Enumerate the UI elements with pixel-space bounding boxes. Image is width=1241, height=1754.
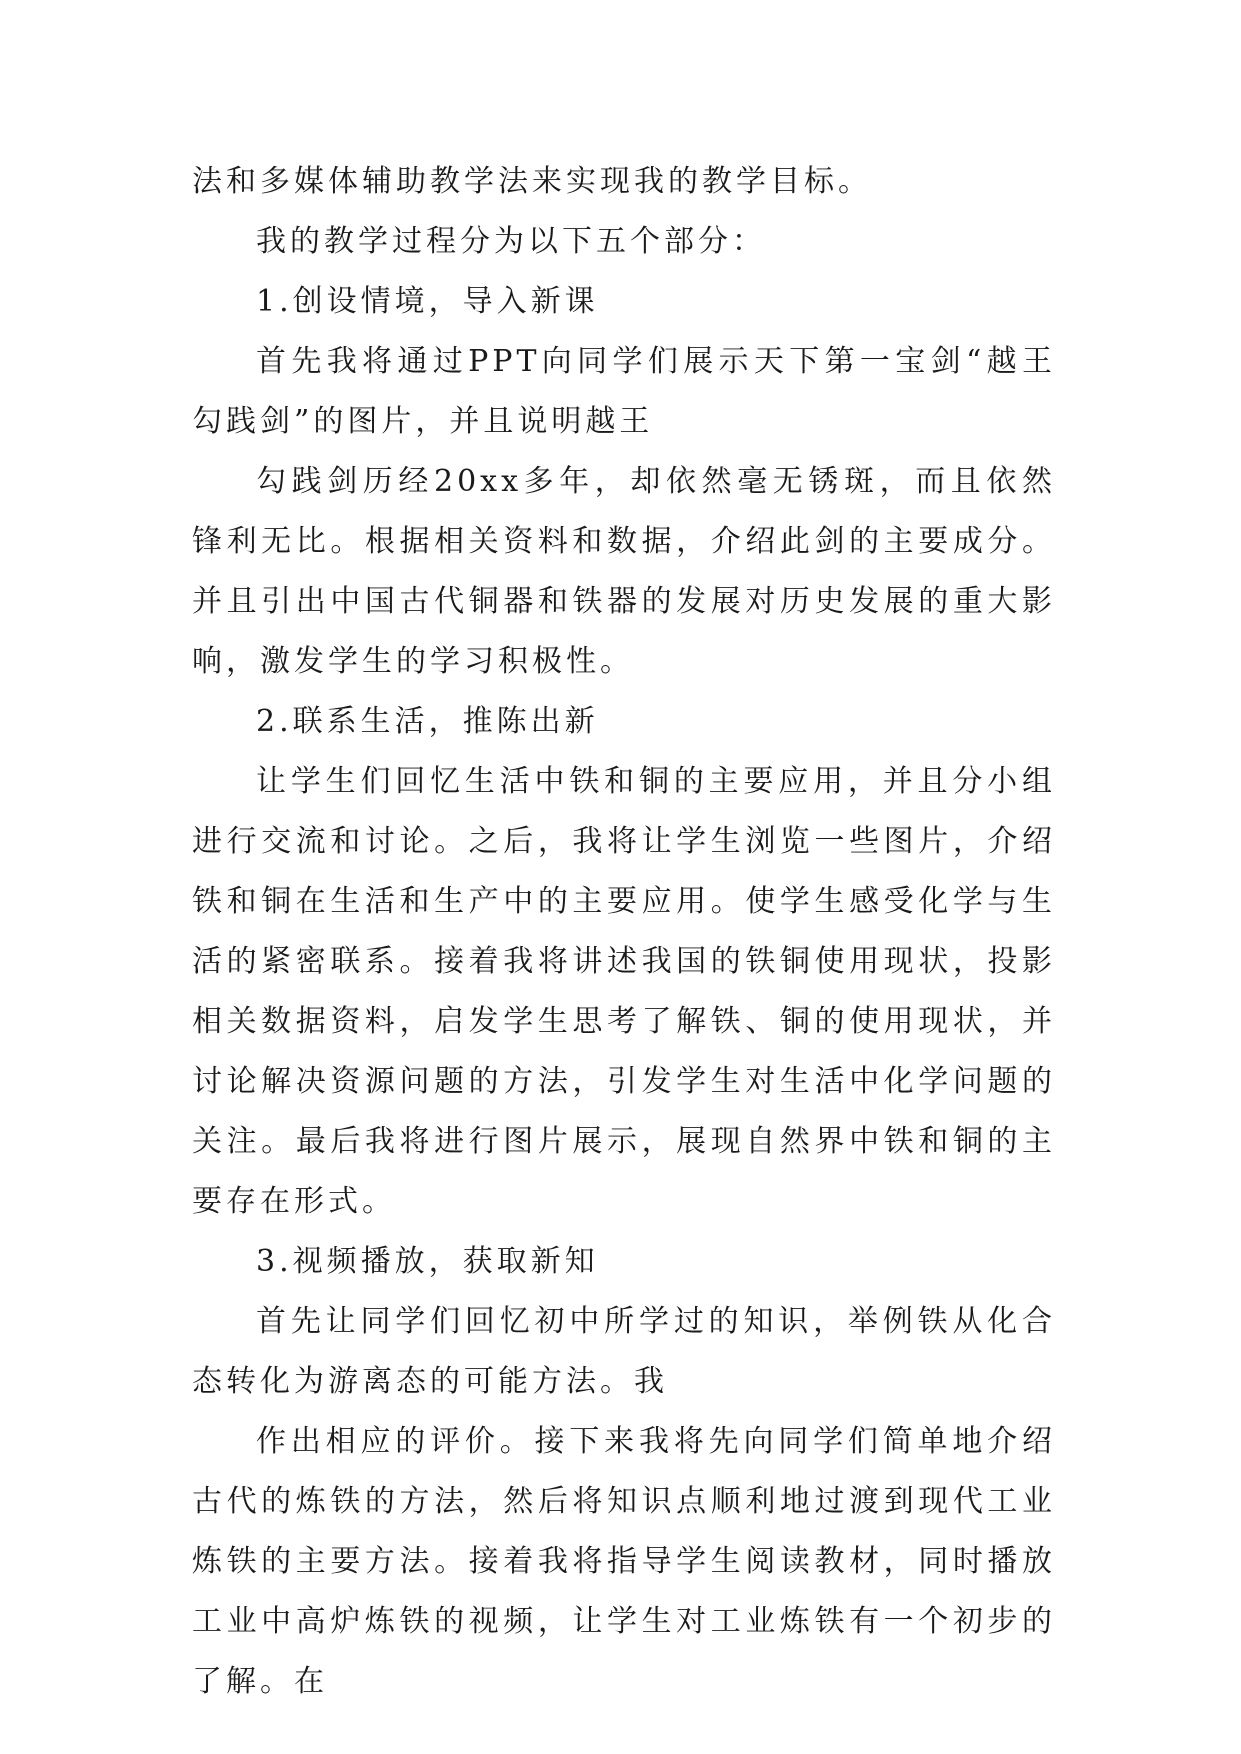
- section-heading-3: 3.视频播放，获取新知: [256, 1244, 599, 1279]
- paragraph-5: 让学生们回忆生活中铁和铜的主要应用，并且分小组进行交流和讨论。之后，我将让学生浏览一些图片，介绍铁和铜在生活和生产中的主要应用。使学生感受化学与生活的紧密联系。接着我将讲述我国的铁铜使用现状，投影相关数据资料，启发学生思考了解铁、铜的使用现状，并讨论解决资源问题的方法，引发学生对生活中化学问题的关注。最后我将进行图片展示，展现自然界中铁和铜的主要存在形式。: [192, 764, 1056, 1219]
- section-heading-2: 2.联系生活，推陈出新: [256, 704, 599, 739]
- paragraph-7: 作出相应的评价。接下来我将先向同学们简单地介绍古代的炼铁的方法，然后将知识点顺利地过渡到现代工业炼铁的主要方法。接着我将指导学生阅读教材，同时播放工业中高炉炼铁的视频，让学生对工业炼铁有一个初步的了解。在: [192, 1424, 1056, 1699]
- section-heading-1: 1.创设情境，导入新课: [256, 284, 599, 319]
- paragraph-1: 法和多媒体辅助教学法来实现我的教学目标。: [192, 164, 872, 199]
- paragraph-3: 首先我将通过PPT向同学们展示天下第一宝剑“越王勾践剑”的图片，并且说明越王: [192, 344, 1056, 439]
- paragraph-2: 我的教学过程分为以下五个部分：: [256, 224, 766, 259]
- paragraph-6: 首先让同学们回忆初中所学过的知识，举例铁从化合态转化为游离态的可能方法。我: [192, 1304, 1056, 1399]
- document-body: [192, 152, 1056, 1712]
- paragraph-4: 勾践剑历经20xx多年，却依然毫无锈斑，而且依然锋利无比。根据相关资料和数据，介绍此剑的主要成分。并且引出中国古代铜器和铁器的发展对历史发展的重大影响，激发学生的学习积极性。: [192, 464, 1056, 679]
